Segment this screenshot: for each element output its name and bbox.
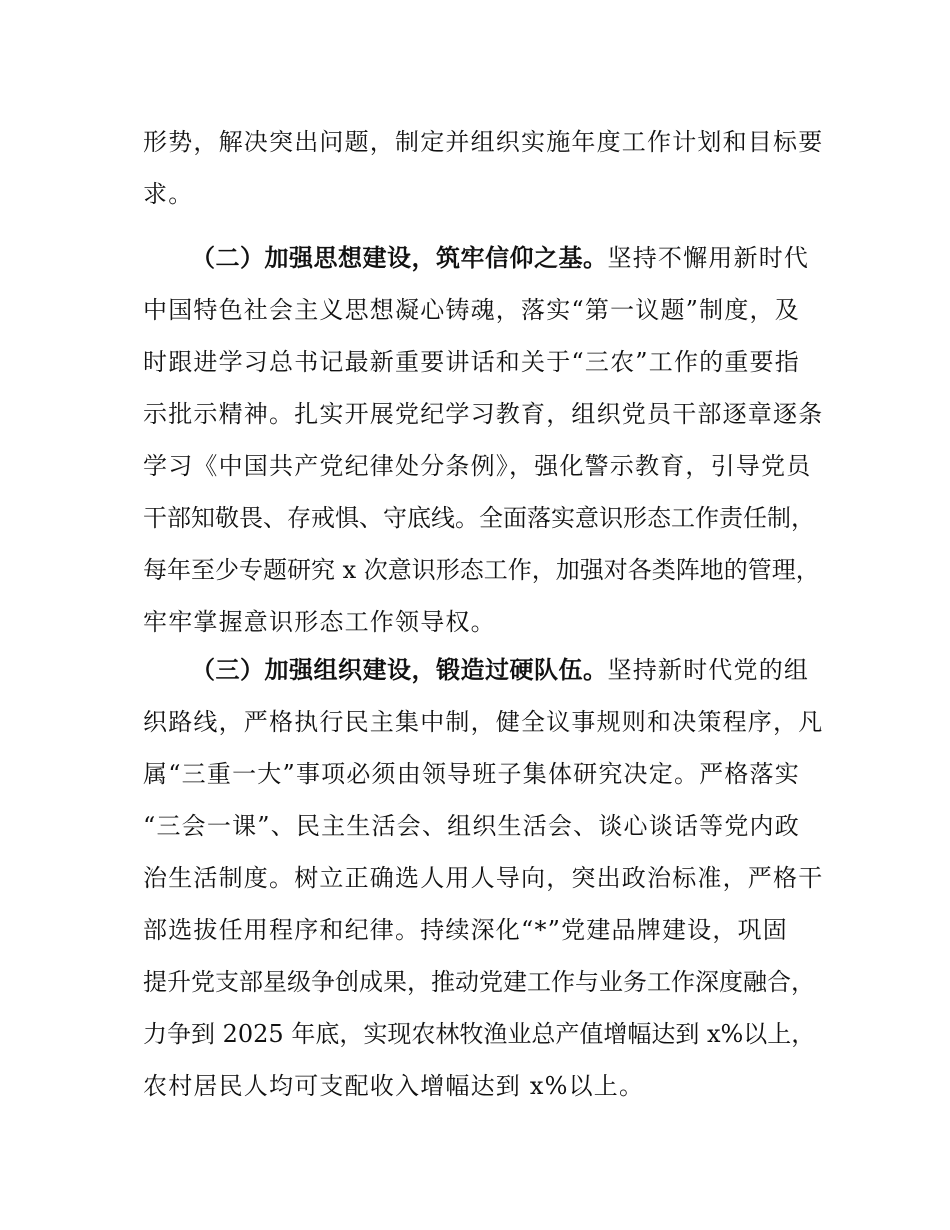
text-line: 力争到 2025 年底，实现农林牧渔业总产值增幅达到 x%以上，	[143, 1020, 816, 1048]
text-line: 每年至少专题研究 x 次意识形态工作，加强对各类阵地的管理，	[143, 556, 820, 584]
text-line: 牢牢掌握意识形态工作领导权。	[143, 608, 496, 636]
text-line: 提升党支部星级争创成果，推动党建工作与业务工作深度融合，	[143, 968, 815, 996]
text-line: 示批示精神。扎实开展党纪学习教育，组织党员干部逐章逐条	[143, 400, 824, 428]
section-heading: （二）加强思想建设，筑牢信仰之基。	[191, 244, 608, 272]
paragraph-continuation	[143, 116, 833, 220]
section-heading: （三）加强组织建设，锻造过硬队伍。	[191, 656, 608, 684]
text-line: 形势，解决突出问题，制定并组织实施年度工作计划和目标要	[143, 128, 824, 156]
text-line: “三会一课”、民主生活会、组织生活会、谈心谈话等党内政	[143, 812, 800, 840]
text-line: 属“三重一大”事项必须由领导班子集体研究决定。严格落实	[143, 760, 800, 788]
text-line: 干部知敬畏、存戒惧、守底线。全面落实意识形态工作责任制，	[143, 504, 815, 532]
text-line: 织路线，严格执行民主集中制，健全议事规则和决策程序，凡	[143, 708, 824, 736]
text-line: 求。	[143, 180, 194, 208]
text-line	[143, 232, 833, 284]
paragraph-organizational-building	[143, 644, 833, 1112]
text-line: 治生活制度。树立正确选人用人导向，突出政治标准，严格干	[143, 864, 824, 892]
text-run: 坚持新时代党的组	[607, 656, 810, 684]
paragraph-ideological-building	[143, 232, 833, 648]
text-line: 部选拔任用程序和纪律。持续深化“*”党建品牌建设，巩固	[143, 916, 788, 944]
text-run: 坚持不懈用新时代	[607, 244, 810, 272]
text-line: 农村居民人均可支配收入增幅达到 x%以上。	[143, 1072, 645, 1100]
text-line: 学习《中国共产党纪律处分条例》，强化警示教育，引导党员	[143, 452, 812, 480]
text-line	[143, 644, 833, 696]
text-line: 时跟进学习总书记最新重要讲话和关于“三农”工作的重要指	[143, 348, 800, 376]
text-line: 中国特色社会主义思想凝心铸魂，落实“第一议题”制度，及	[143, 296, 800, 324]
